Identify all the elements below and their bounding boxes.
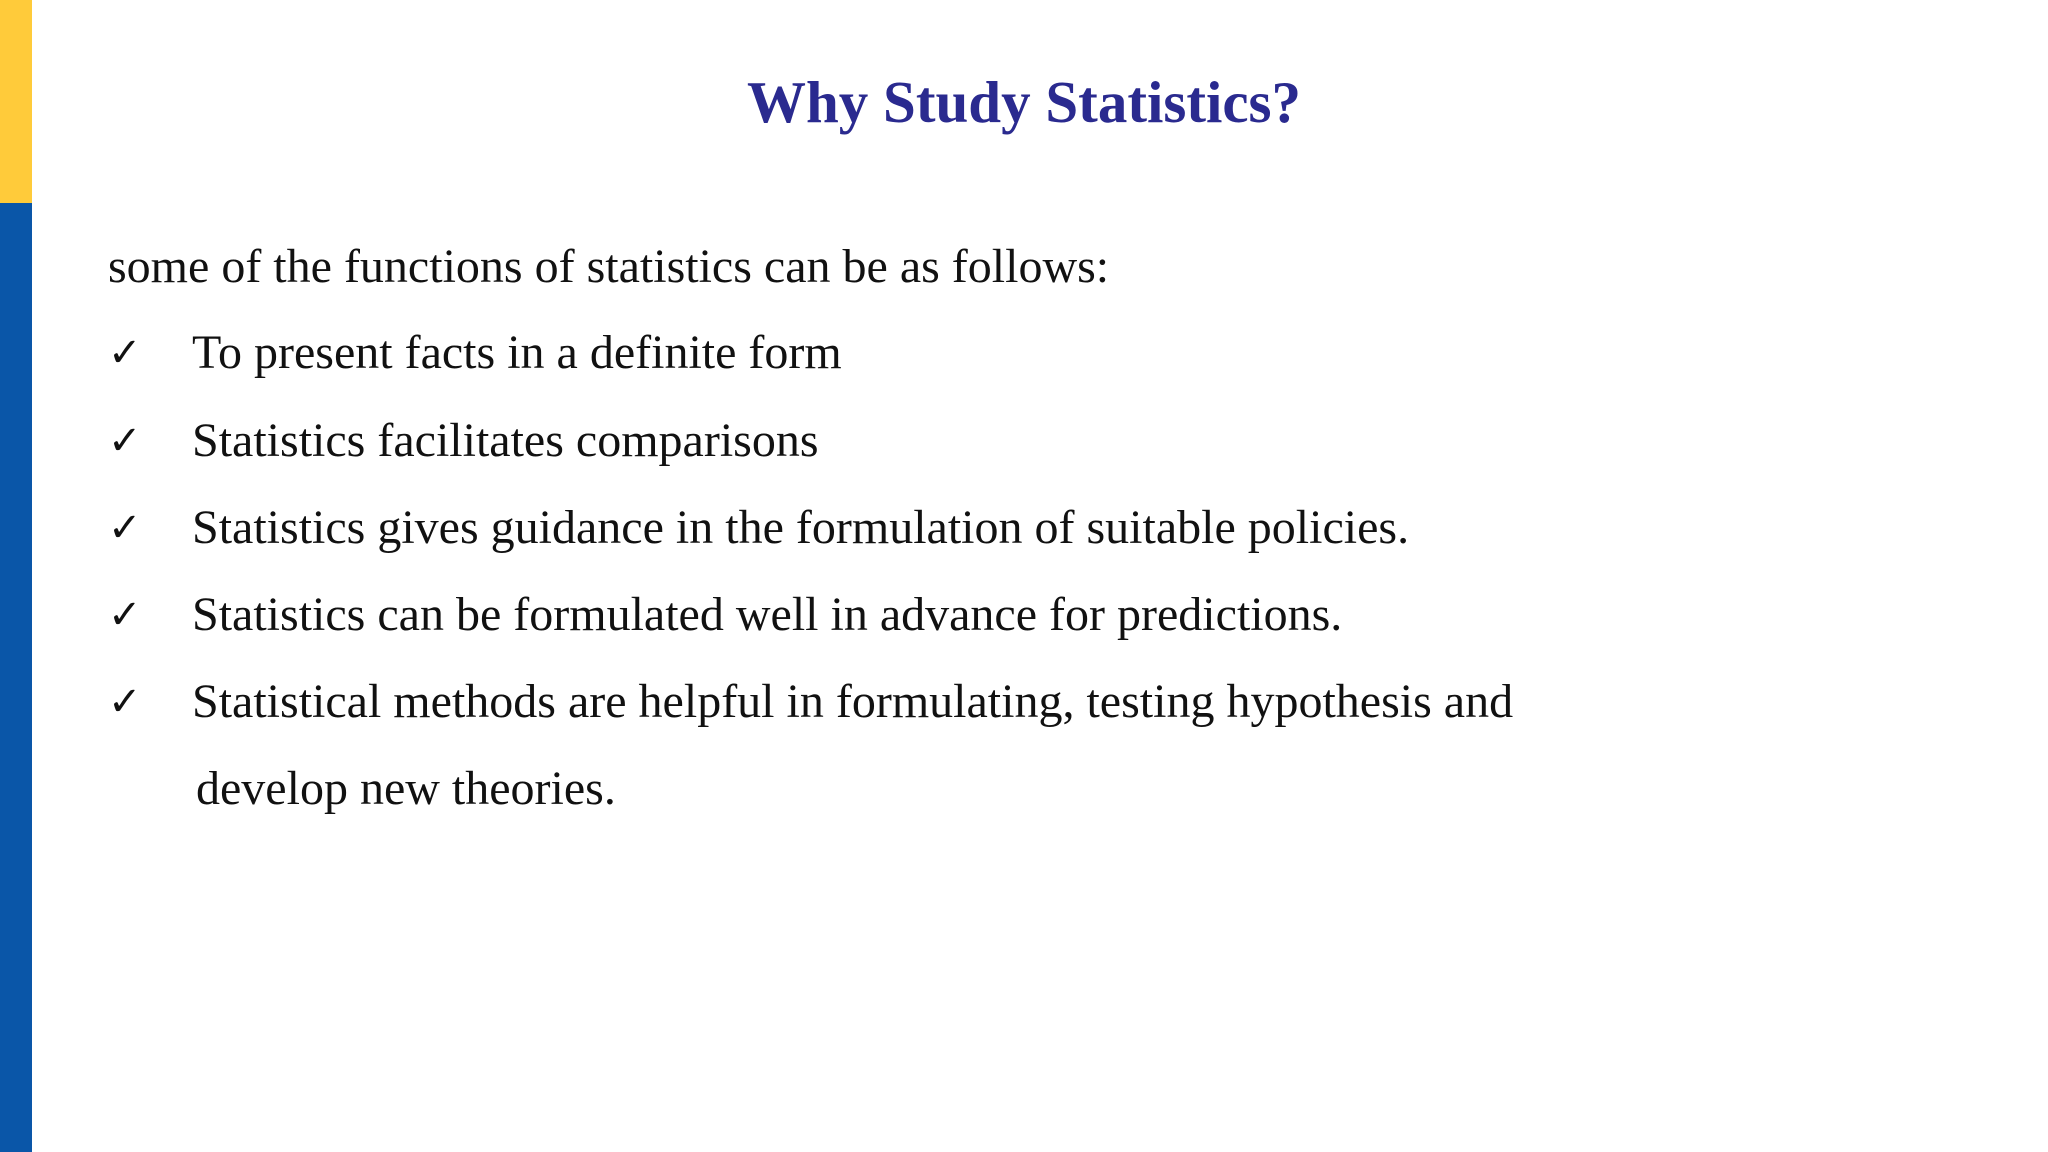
checkmark-icon: ✓ [108,505,142,551]
list-item-text: Statistics facilitates comparisons [192,414,819,467]
list-item-text: Statistical methods are helpful in formulating, testing hypothesis and [192,675,1514,728]
list-item-text: To present facts in a definite form [192,326,842,379]
checkmark-icon: ✓ [108,418,142,464]
list-item-continuation: develop new theories. [196,762,616,815]
intro-text: some of the functions of statistics can be as follows: [108,240,1110,293]
accent-bar-blue [0,203,32,1152]
list-item-text: Statistics can be formulated well in advance for predictions. [192,588,1343,641]
slide-title: Why Study Statistics? [746,69,1302,135]
list-item-text: Statistics gives guidance in the formulation of suitable policies. [192,501,1410,554]
checkmark-icon: ✓ [108,679,142,725]
checkmark-icon: ✓ [108,330,142,376]
checkmark-icon: ✓ [108,592,142,638]
